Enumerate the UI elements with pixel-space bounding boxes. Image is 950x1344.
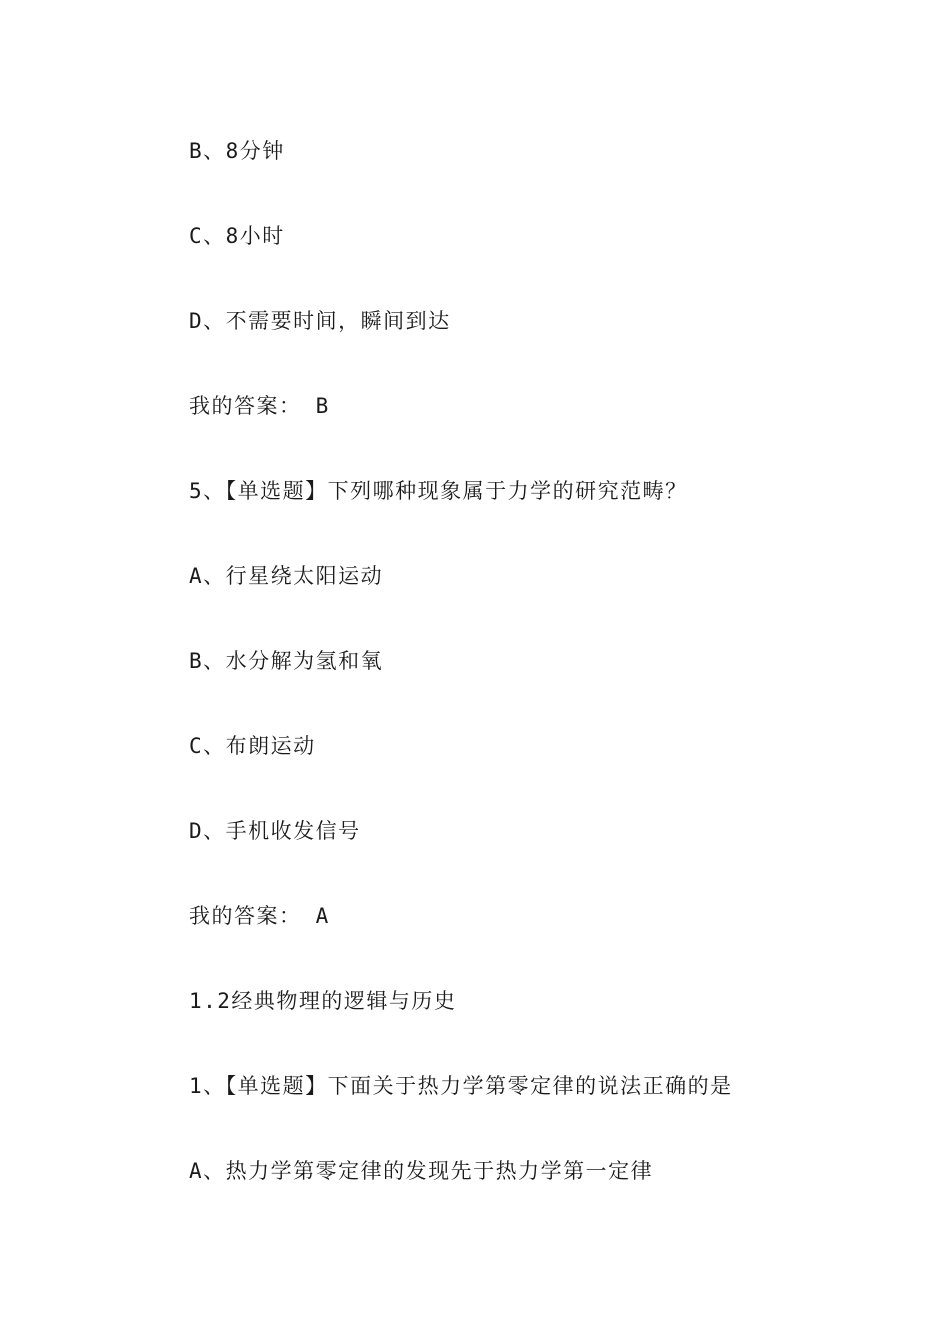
option-c-q4: C、8小时 — [189, 224, 285, 248]
option-d-q4: D、不需要时间，瞬间到达 — [189, 309, 451, 333]
option-a-q5: A、行星绕太阳运动 — [189, 564, 384, 588]
my-answer-q4: 我的答案： B — [189, 394, 330, 418]
option-a-q1: A、热力学第零定律的发现先于热力学第一定律 — [189, 1159, 654, 1183]
option-d-q5: D、手机收发信号 — [189, 819, 361, 843]
option-c-q5: C、布朗运动 — [189, 734, 316, 758]
option-b-q5: B、水分解为氢和氧 — [189, 649, 384, 673]
section-heading: 1.2经典物理的逻辑与历史 — [189, 989, 457, 1013]
option-b-q4: B、8分钟 — [189, 139, 285, 163]
question-1: 1、【单选题】下面关于热力学第零定律的说法正确的是 — [189, 1074, 733, 1098]
my-answer-q5: 我的答案： A — [189, 904, 330, 928]
question-5: 5、【单选题】下列哪种现象属于力学的研究范畴？ — [189, 479, 688, 503]
